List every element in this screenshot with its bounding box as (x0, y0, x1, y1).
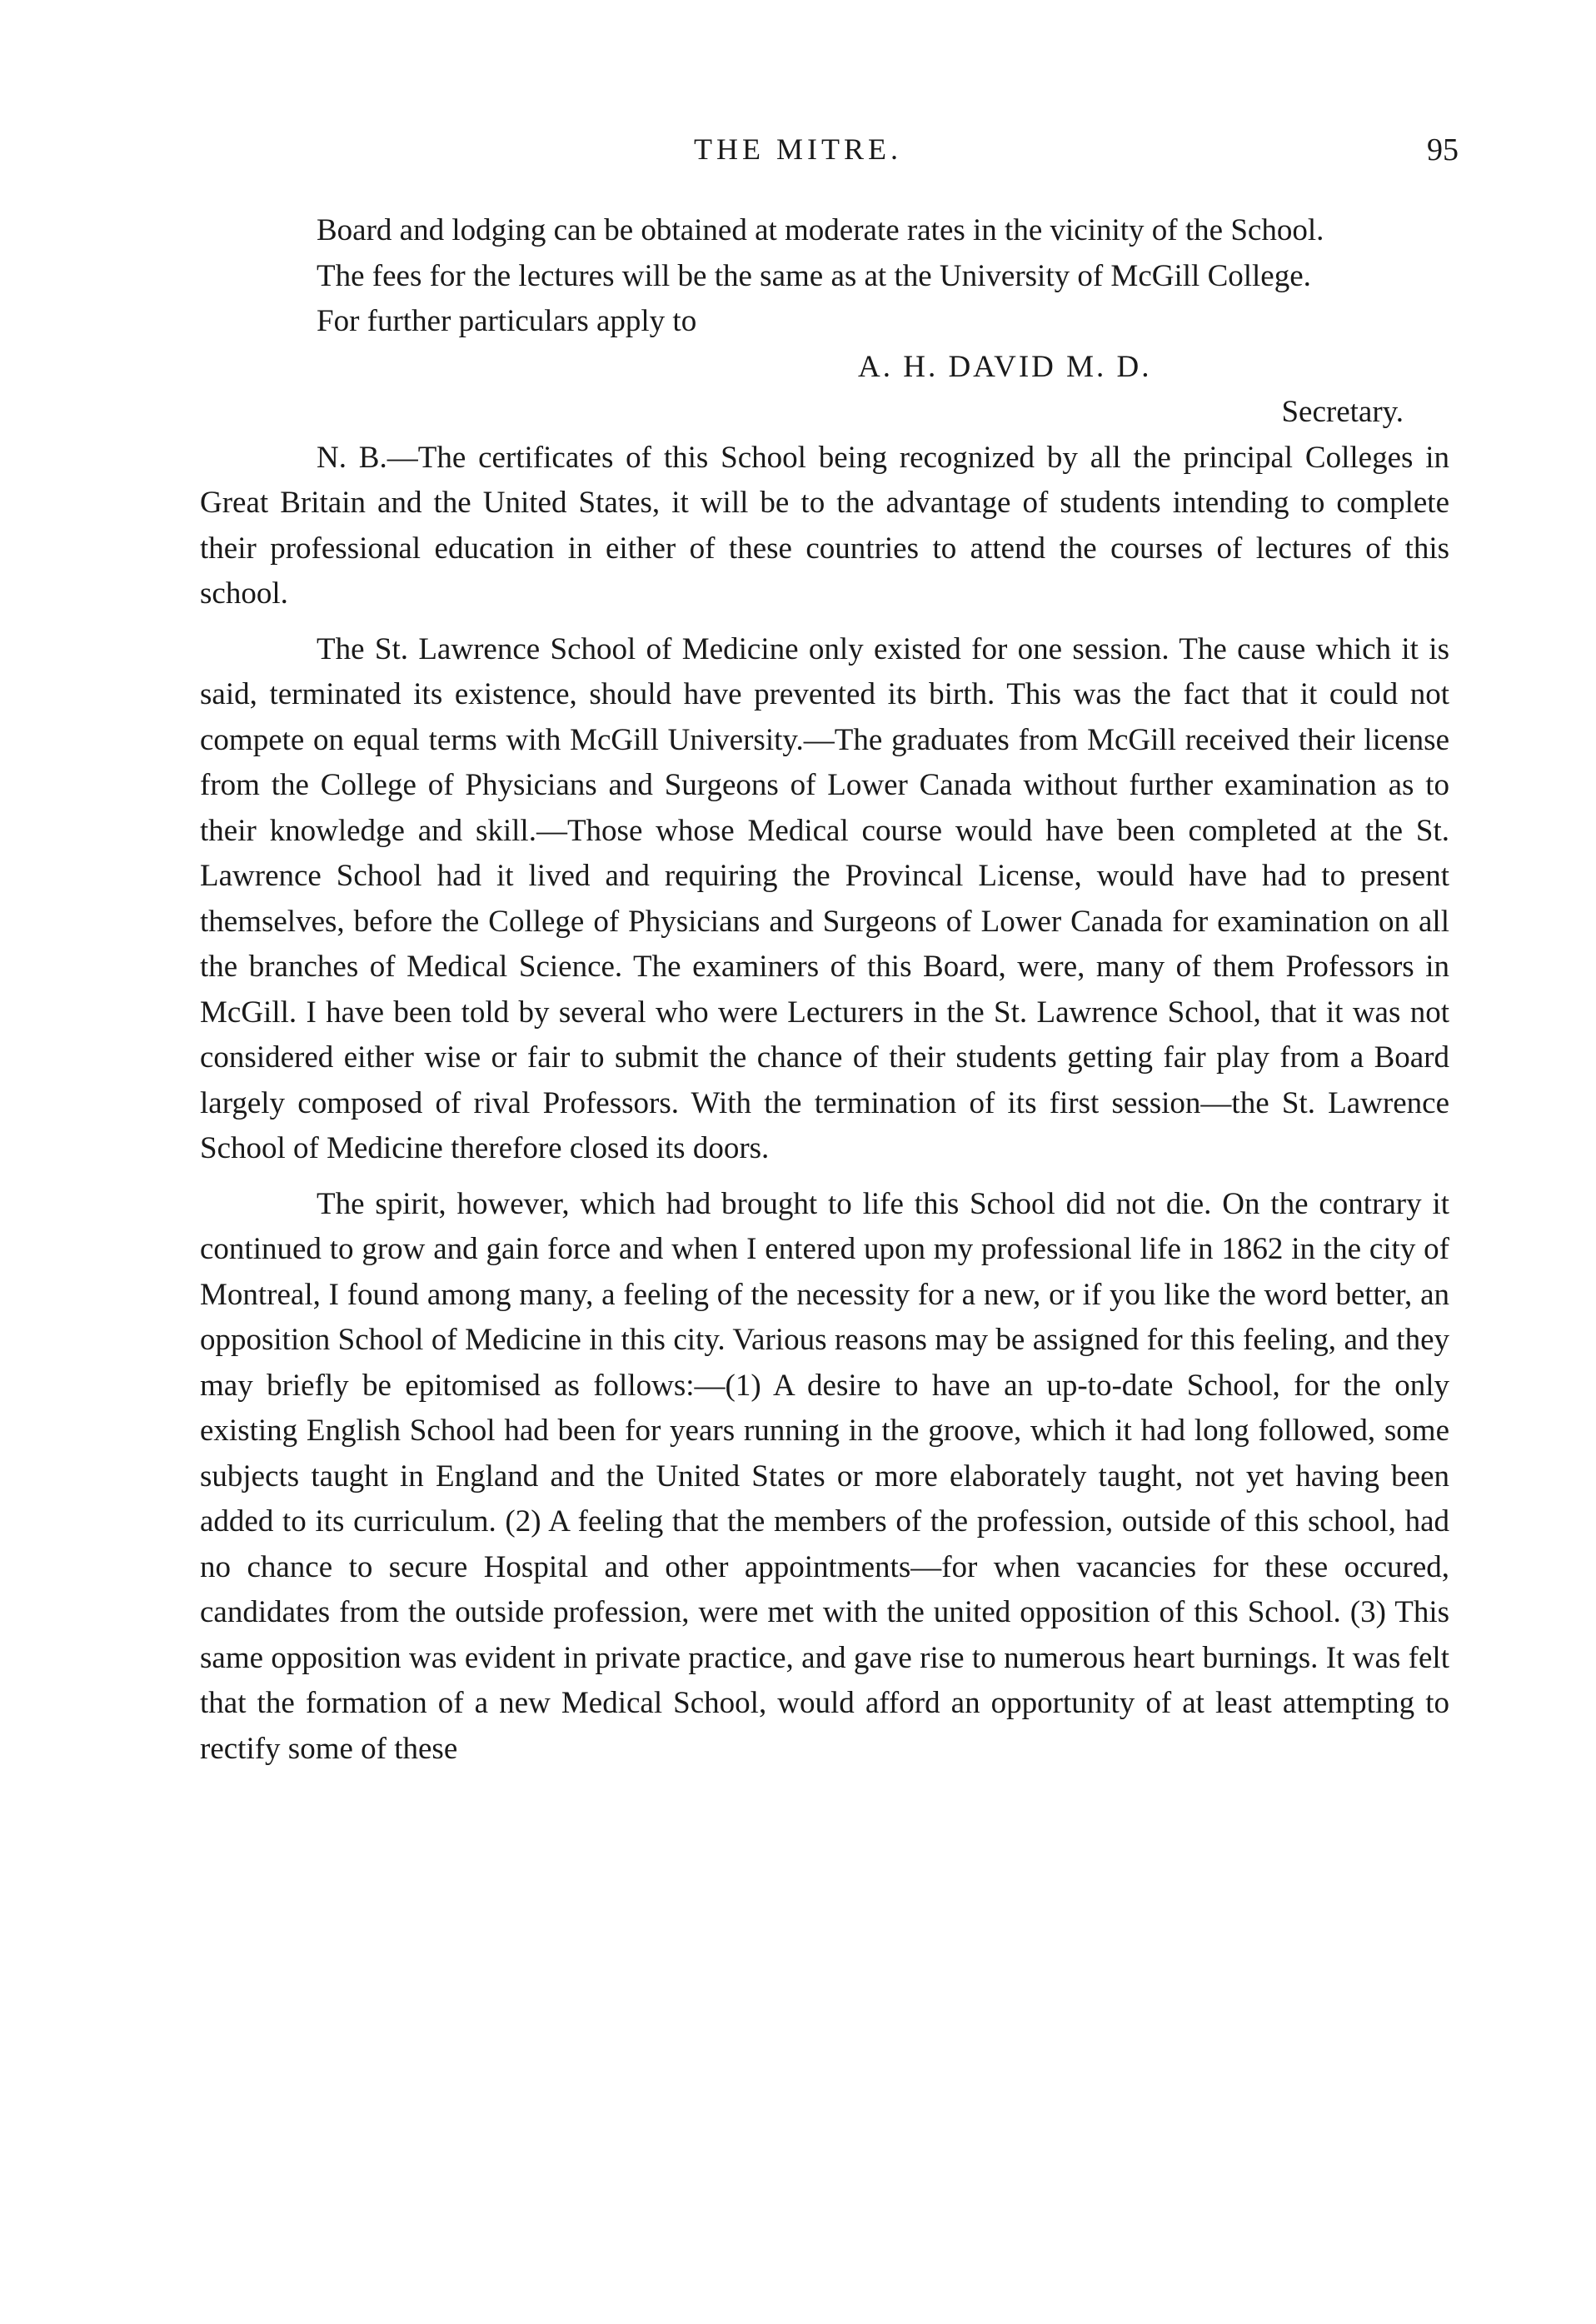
paragraph-spirit: The spirit, however, which had brought to life this School did not die. On the contrary it continued to grow and gain force and when I entered upon my professional life in 1862 in the city of Montreal, I found among many, a feeling of the necessity for a new, or if you like the word better, an opposition School of Medicine in this city. Various reasons may be assigned for this feeling, and they may briefly be epitomised as follows:—(1) A desire to have an up-to-date School, for the only existing English School had been for years running in the groove, which it had long followed, some subjects taught in England and the United States or more elaborately taught, not yet having been added to its curriculum. (2) A feeling that the members of the profession, outside of this school, had no chance to secure Hospital and other appointments—for when vacancies for these occured, candidates from the outside profession, were met with the united opposition of this School. (3) This same opposition was evident in private practice, and gave rise to numerous heart burnings. It was felt that the formation of a new Medical School, would afford an opportunity of at least attempting to rectify some of these (200, 1186, 1449, 1766)
paragraph-board: Board and lodging can be obtained at moderate rates in the vicinity of the School. (317, 213, 1324, 247)
running-title: THE MITRE. (694, 132, 902, 166)
page-header (0, 125, 1596, 175)
paragraph-further-particulars: For further particulars apply to (317, 304, 697, 338)
signature-name: A. H. DAVID M. D. (858, 349, 1152, 384)
paragraph-nota-bene: N. B.—The certificates of this School being recognized by all the principal Colleges in Great Britain and the United States, it will be to the advantage of students intending to complete their professional education in either of these countries to attend the courses of lectures of this school. (200, 440, 1449, 611)
paragraph-st-lawrence-school: The St. Lawrence School of Medicine only existed for one session. The cause which it is said, terminated its existence, should have prevented its birth. This was the fact that it could not compete on equal terms with McGill University.—The graduates from McGill received their license from the College of Physicians and Surgeons of Lower Canada without further examination as to their knowledge and skill.—Those whose Medical course would have been completed at the St. Lawrence School had it lived and requiring the Provincal License, would have had to present themselves, before the College of Physicians and Surgeons of Lower Canada for examination on all the branches of Medical Science. The examiners of this Board, were, many of them Professors in McGill. I have been told by several who were Lecturers in the St. Lawrence School, that it was not considered either wise or fair to submit the chance of their students getting fair play from a Board largely composed of rival Professors. With the termination of its first session—the St. Lawrence School of Medicine therefore closed its doors. (200, 631, 1449, 1165)
page-number: 95 (1427, 132, 1459, 167)
paragraph-fees: The fees for the lectures will be the same as at the University of McGill College. (317, 258, 1311, 293)
body-text (200, 208, 1449, 1772)
signature-title: Secretary. (1281, 395, 1404, 429)
